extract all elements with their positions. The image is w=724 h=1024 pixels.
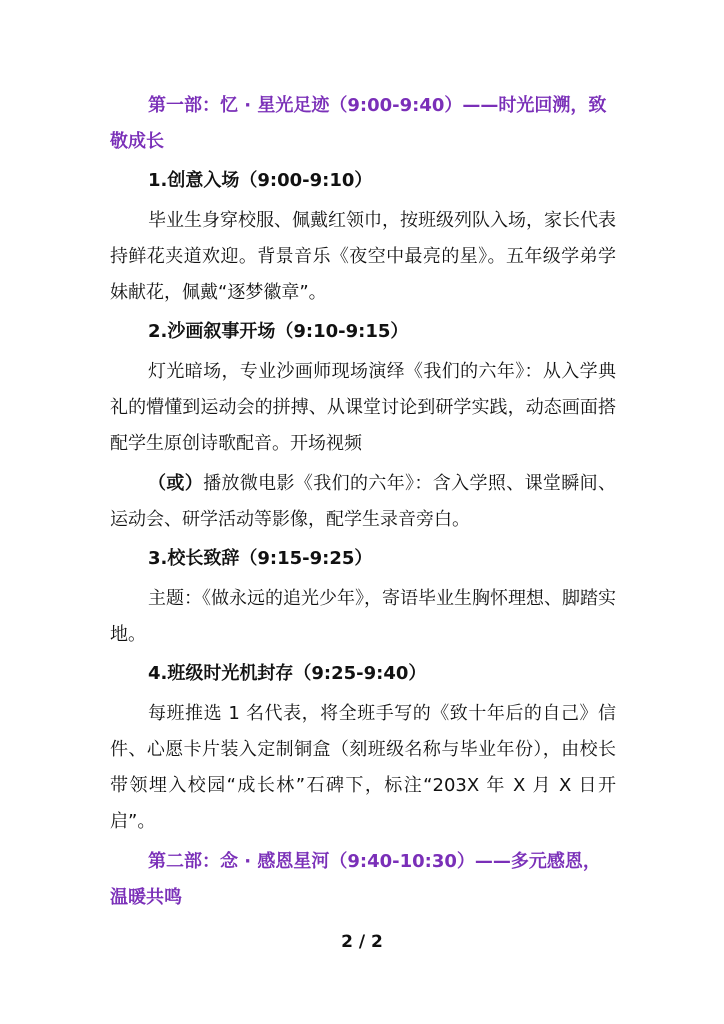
item-title-entrance: 1.创意入场（9:00-9:10） xyxy=(148,170,373,191)
page-number: 2 / 2 xyxy=(341,932,383,952)
document-body xyxy=(110,88,616,920)
item-text-sand-art-alt xyxy=(110,466,616,538)
item-text-entrance: 毕业生身穿校服、佩戴红领巾，按班级列队入场，家长代表持鲜花夹道欢迎。背景音乐《夜空中最亮的星》。五年级学弟学妹献花，佩戴“逐梦徽章”。 xyxy=(110,210,616,303)
section-title-part2: 第二部：念 · 感恩星河（9:40-10:30）——多元感恩，温暖共鸣 xyxy=(110,851,601,908)
item-text-principal-speech: 主题：《做永远的追光少年》，寄语毕业生胸怀理想、脚踏实地。 xyxy=(110,588,616,645)
item-text-sand-art: 灯光暗场，专业沙画师现场演绎《我们的六年》：从入学典礼的懵懂到运动会的拼搏、从课堂讨论到研学实践，动态画面搭配学生原创诗歌配音。开场视频 xyxy=(110,361,616,454)
item-text-time-capsule: 每班推选 1 名代表，将全班手写的《致十年后的自己》信件、心愿卡片装入定制铜盒（刻班级名称与毕业年份），由校长带领埋入校园“成长林”石碑下，标注“203X 年 X 月 X 日开启”。 xyxy=(110,703,616,832)
alt-label: （或） xyxy=(148,473,204,494)
section-title-part1: 第一部：忆 · 星光足迹（9:00-9:40）——时光回溯，致敬成长 xyxy=(110,95,607,152)
item-title-time-capsule: 4.班级时光机封存（9:25-9:40） xyxy=(148,663,427,684)
item-title-sand-art: 2.沙画叙事开场（9:10-9:15） xyxy=(148,321,409,342)
alt-text: 播放微电影《我们的六年》：含入学照、课堂瞬间、运动会、研学活动等影像，配学生录音旁白。 xyxy=(110,473,617,530)
item-title-principal-speech: 3.校长致辞（9:15-9:25） xyxy=(148,548,373,569)
